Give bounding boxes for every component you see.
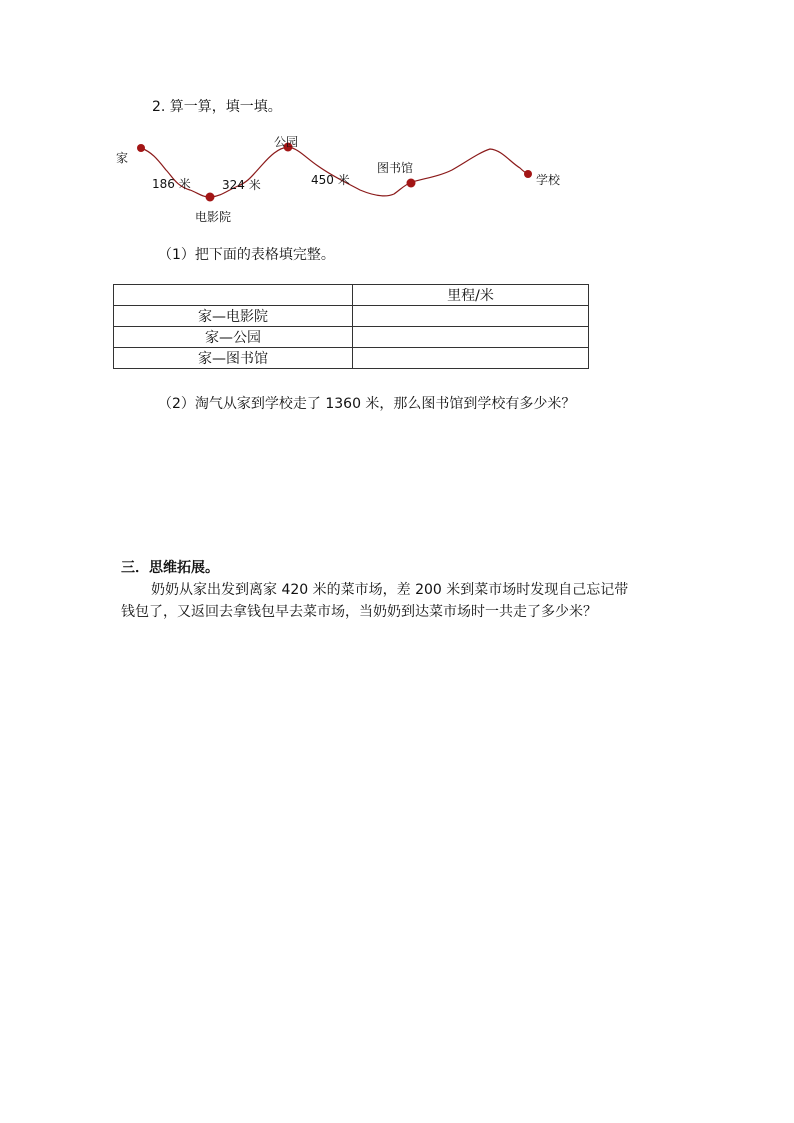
distance-home-cinema: 186 米 (152, 177, 191, 191)
header-cell-mileage: 里程/米 (353, 285, 589, 306)
route-cell: 家—电影院 (114, 306, 353, 327)
route-cell: 家—公园 (114, 327, 353, 348)
school-label: 学校 (536, 173, 561, 187)
answer-cell[interactable] (353, 327, 589, 348)
section-3-text-line-1: 奶奶从家出发到离家 420 米的菜市场，差 200 米到菜市场时发现自己忘记带 (151, 582, 629, 598)
section-3-title: 三．思维拓展。 (121, 560, 219, 576)
table-row (114, 348, 589, 369)
mileage-table (113, 284, 589, 369)
home-label: 家 (116, 151, 129, 165)
park-label: 公园 (274, 135, 299, 149)
library-label: 图书馆 (377, 161, 414, 175)
cinema-label: 电影院 (195, 210, 232, 224)
header-cell-empty (114, 285, 353, 306)
question-2-title: 2. 算一算，填一填。 (152, 99, 282, 115)
route-cell: 家—图书馆 (114, 348, 353, 369)
distance-park-library: 450 米 (311, 173, 350, 187)
table-row (114, 306, 589, 327)
table-row (114, 327, 589, 348)
cinema-marker (206, 193, 215, 202)
answer-cell[interactable] (353, 348, 589, 369)
home-marker (137, 144, 145, 152)
distance-cinema-park: 324 米 (222, 178, 261, 192)
section-3-text-line-2: 钱包了，又返回去拿钱包早去菜市场，当奶奶到达菜市场时一共走了多少米？ (121, 604, 597, 620)
sub-question-1: （1）把下面的表格填完整。 (158, 247, 335, 263)
library-marker (407, 179, 416, 188)
table-header-row (114, 285, 589, 306)
sub-question-2: （2）淘气从家到学校走了 1360 米，那么图书馆到学校有多少米？ (158, 396, 576, 412)
answer-cell[interactable] (353, 306, 589, 327)
route-map (0, 0, 794, 260)
school-marker (524, 170, 532, 178)
